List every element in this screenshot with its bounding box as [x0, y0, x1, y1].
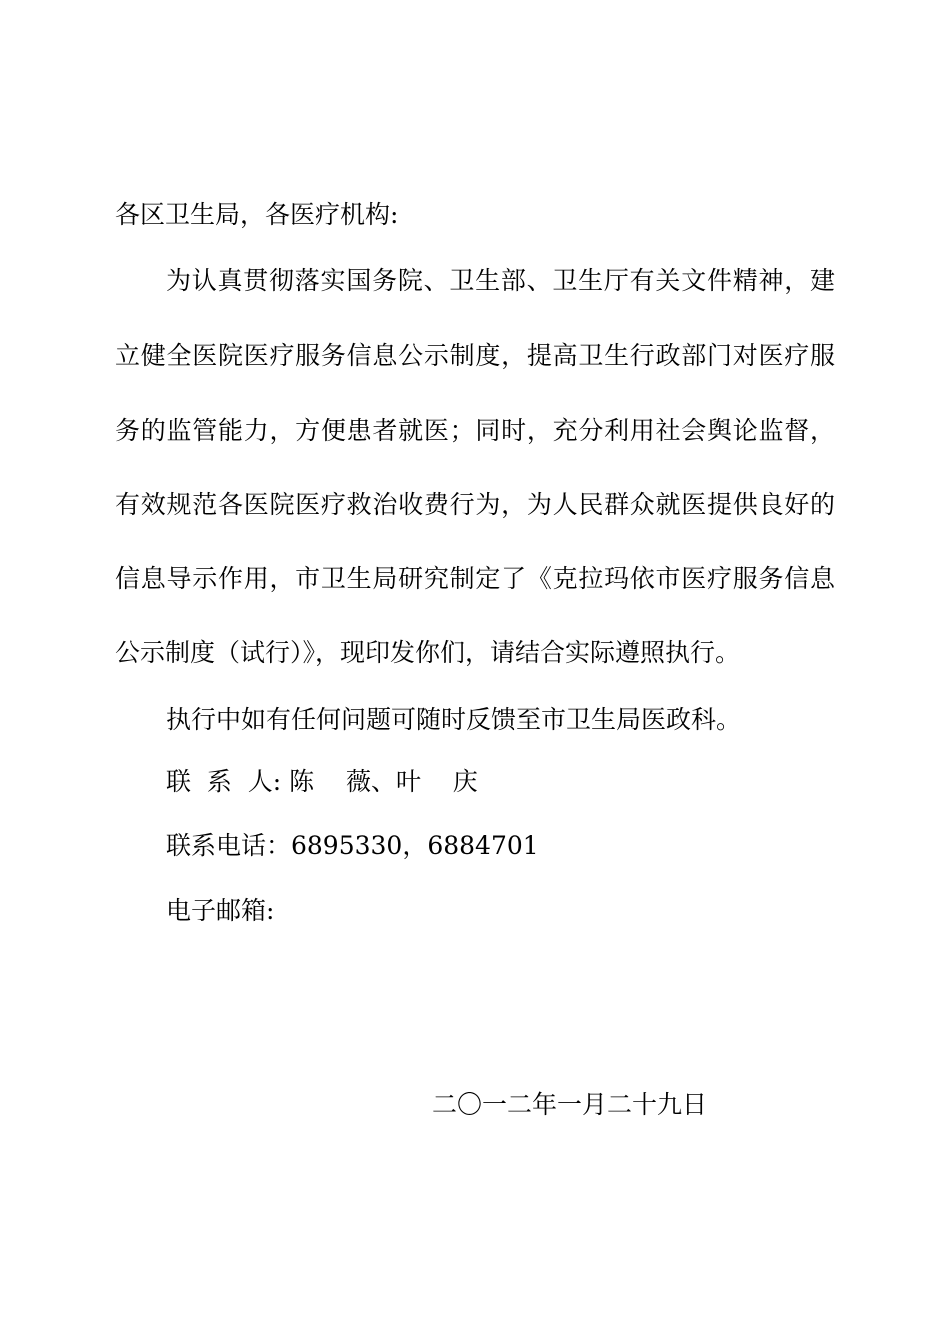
body-line-1: 为认真贯彻落实国务院、卫生部、卫生厅有关文件精神，建	[166, 266, 835, 295]
salutation: 各区卫生局，各医疗机构:	[115, 200, 399, 229]
body-line-5: 信息导示作用，市卫生局研究制定了《克拉玛依市医疗服务信息	[115, 564, 835, 593]
body-line-3: 务的监管能力，方便患者就医；同时，充分利用社会舆论监督，	[115, 416, 835, 445]
email-label: 电子邮箱:	[166, 896, 275, 925]
document-date: 二〇一二年一月二十九日	[432, 1090, 708, 1119]
body-line-4: 有效规范各医院医疗救治收费行为，为人民群众就医提供良好的	[115, 490, 835, 519]
contact-person: 联 系 人: 陈 薇、叶 庆	[166, 767, 478, 796]
feedback-line: 执行中如有任何问题可随时反馈至市卫生局医政科。	[166, 705, 742, 734]
contact-phone: 联系电话：6895330，6884701	[166, 831, 539, 860]
body-line-6: 公示制度（试行）》，现印发你们，请结合实际遵照执行。	[115, 638, 741, 667]
body-line-2: 立健全医院医疗服务信息公示制度，提高卫生行政部门对医疗服	[115, 341, 835, 370]
